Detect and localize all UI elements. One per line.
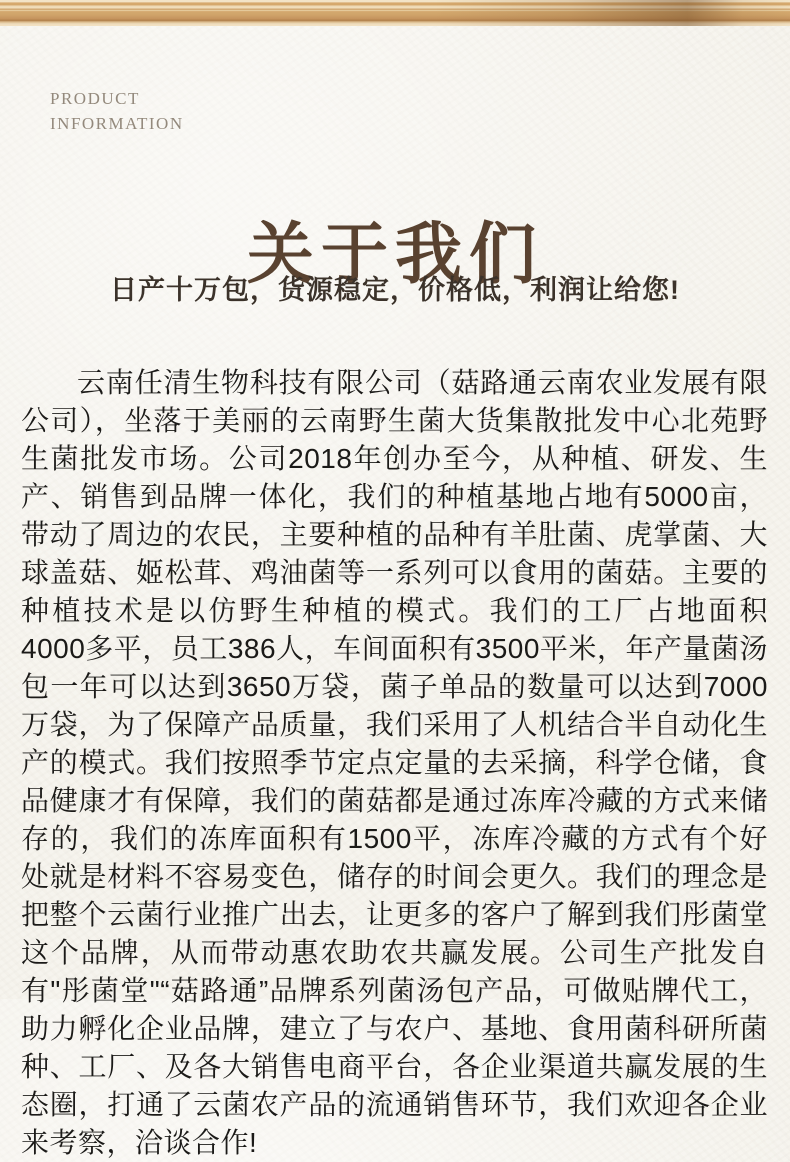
product-information-eyebrow — [50, 86, 184, 136]
company-description-paragraph: 云南任清生物科技有限公司（菇路通云南农业发展有限公司），坐落于美丽的云南野生菌大货集散批发中心北苑野生菌批发市场。公司2018年创办至今，从种植、研发、生产、销售到品牌一体化，我们的种植基地占地有5000亩，带动了周边的农民，主要种植的品种有羊肚菌、虎掌菌、大球盖菇、姬松茸、鸡油菌等一系列可以食用的菌菇。主要的种植技术是以仿野生种植的模式。我们的工厂占地面积4000多平，员工386人，车间面积有3500平米，年产量菌汤包一年可以达到3650万袋，菌子单品的数量可以达到7000万袋，为了保障产品质量，我们采用了人机结合半自动化生产的模式。我们按照季节定点定量的去采摘，科学仓储，食品健康才有保障，我们的菌菇都是通过冻库冷藏的方式来储存的，我们的冻库面积有1500平，冻库冷藏的方式有个好处就是材料不容易变色，储存的时间会更久。我们的理念是把整个云菌行业推广出去，让更多的客户了解到我们彤菌堂这个品牌，从而带动惠农助农共赢发展。公司生产批发自有"彤菌堂"“菇路通”品牌系列菌汤包产品，可做贴牌代工，助力孵化企业品牌，建立了与农户、基地、食用菌科研所菌种、工厂、及各大销售电商平台，各企业渠道共赢发展的生态圈，打通了云菌农产品的流通销售环节，我们欢迎各企业来考察，洽谈合作! — [21, 367, 768, 1158]
gold-top-border — [0, 0, 790, 26]
eyebrow-line-2: INFORMATION — [50, 114, 184, 133]
page-subtitle: 日产十万包，货源稳定，价格低，利润让给您! — [110, 275, 680, 305]
eyebrow-line-1: PRODUCT — [50, 89, 140, 108]
page-title: 关于我们 — [247, 217, 543, 292]
